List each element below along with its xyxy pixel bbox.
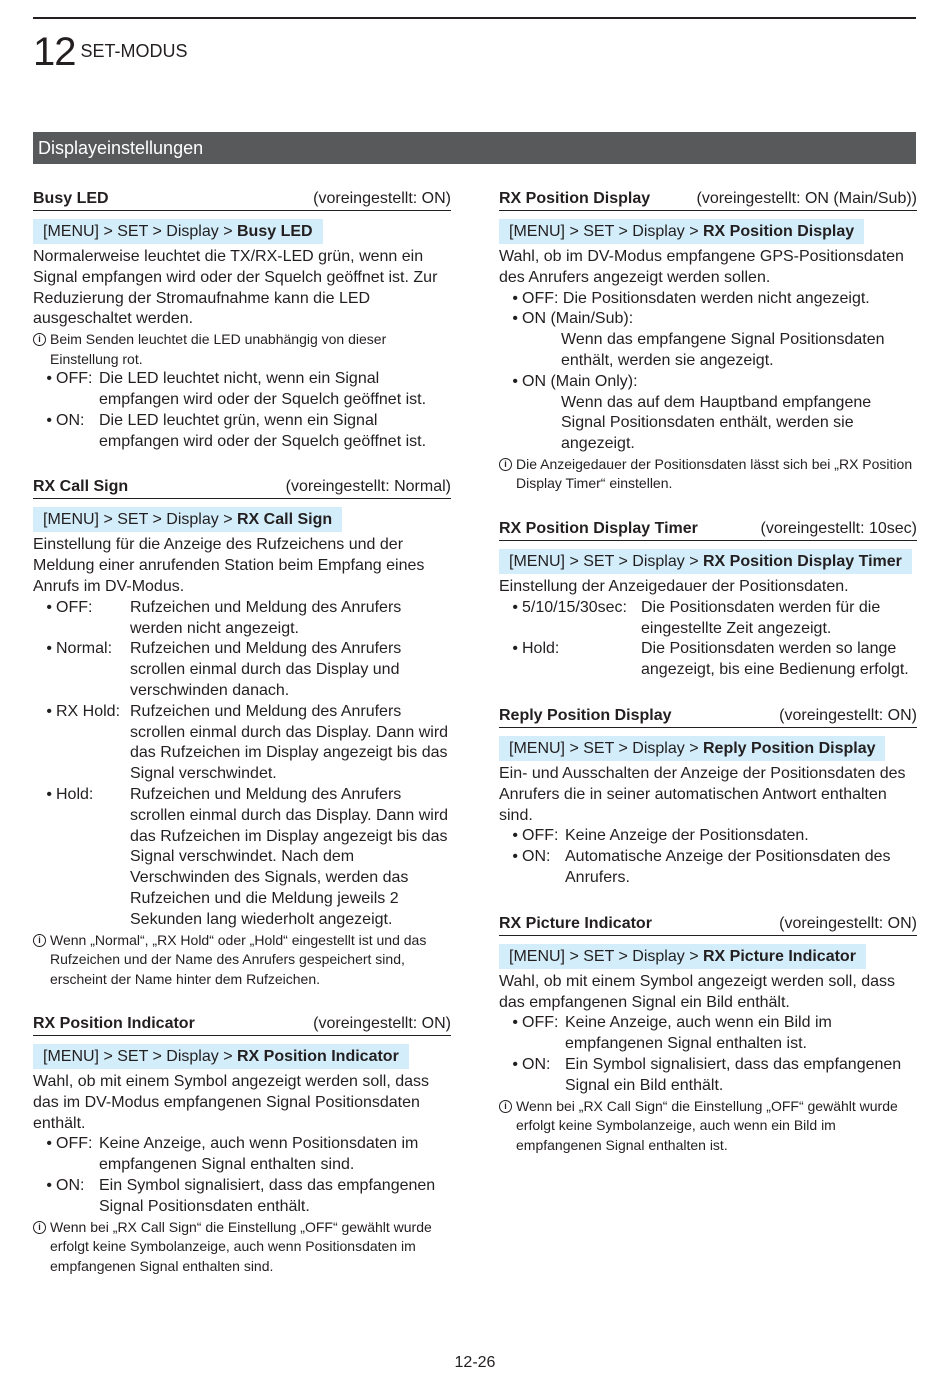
option-key: RX Hold: [56, 702, 121, 720]
option-text: Wenn das empfangene Signal Positionsdaten enthält, werden sie angezeigt. [561, 331, 885, 369]
bullet-icon: • [46, 1135, 52, 1153]
item-title: Reply Position Display [499, 706, 672, 724]
menu-prefix: [MENU] > SET > Display > [43, 223, 237, 240]
item-default: (voreingestellt: ON) [779, 706, 917, 724]
item-heading [499, 913, 917, 936]
bullet-icon: • [512, 1055, 518, 1073]
option-text: Rufzeichen und Meldung des Anrufers werden nicht angezeigt. [130, 598, 402, 637]
rx-call-sign-section [33, 476, 451, 989]
option [33, 598, 451, 640]
menu-path [499, 219, 864, 244]
note-text: Wenn bei „RX Call Sign“ die Einstellung „OFF“ gewählt wurde erfolgt keine Symbolanzeige, auch wenn ein Bild im empfangenen Signal enthalten ist. [516, 1097, 898, 1153]
option-key: ON: [522, 1055, 551, 1073]
item-title: RX Picture Indicator [499, 914, 652, 932]
bullet-icon: • [46, 370, 52, 388]
menu-item: RX Position Indicator [237, 1048, 399, 1066]
item-description: Ein- und Ausschalten der Anzeige der Positionsdaten des Anrufers die in seiner automatischen Antwort enthalten sind. [499, 764, 906, 824]
note [499, 1097, 917, 1156]
menu-item: RX Position Display Timer [703, 552, 902, 570]
option-text: Die LED leuchtet nicht, wenn ein Signal empfangen wird oder der Squelch geöffnet ist. [99, 370, 427, 408]
menu-path [499, 944, 866, 969]
option-key: ON: [56, 1177, 85, 1194]
option-key: Hold: [56, 785, 94, 803]
option [33, 702, 451, 785]
chapter-number: 12 [33, 30, 76, 74]
menu-path [499, 736, 885, 761]
option-text: Rufzeichen und Meldung des Anrufers scrollen einmal durch das Display und verschwinden danach. [130, 640, 402, 699]
option [33, 785, 451, 931]
rx-position-indicator-section [33, 1013, 451, 1276]
option-text: Ein Symbol signalisiert, dass das empfangenen Signal Positionsdaten enthält. [99, 1177, 436, 1215]
bullet-icon: • [512, 598, 518, 616]
info-icon: i [33, 1221, 46, 1234]
option [33, 1176, 451, 1218]
option [33, 369, 451, 411]
option-key: Normal: [56, 640, 113, 658]
option-text: OFF: Die Positionsdaten werden nicht angezeigt. [522, 289, 870, 307]
item-default: (voreingestellt: ON (Main/Sub)) [696, 190, 917, 207]
option-key: OFF: [522, 1014, 559, 1032]
menu-item: RX Call Sign [237, 511, 333, 529]
item-heading [33, 1013, 451, 1036]
note-text: Wenn „Normal“, „RX Hold“ oder „Hold“ eingestellt ist und das Rufzeichen und der Name des Anrufers gespeichert sind, erscheint der Name hinter dem Rufzeichen. [50, 931, 427, 987]
bullet-icon: • [46, 785, 52, 803]
menu-path [499, 549, 912, 574]
menu-prefix: [MENU] > SET > Display > [43, 1048, 237, 1066]
item-default: (voreingestellt: ON) [313, 190, 451, 207]
rx-position-display-timer-section [499, 518, 917, 681]
option-key: 5/10/15/30sec: [522, 598, 627, 616]
item-heading [33, 188, 451, 211]
item-title: Busy LED [33, 190, 109, 207]
left-column [33, 188, 451, 1300]
option-key: OFF: [56, 370, 93, 388]
option-text: Rufzeichen und Meldung des Anrufers scrollen einmal durch das Display. Dann wird das Rufzeichen im Display angezeigt bis das Signal verschwindet. [130, 702, 449, 783]
note [499, 455, 917, 494]
option-key: ON (Main/Sub): [522, 310, 634, 328]
bullet-icon: • [46, 640, 52, 658]
item-default: (voreingestellt: ON) [313, 1015, 451, 1033]
option-text: Die LED leuchtet grün, wenn ein Signal empfangen wird oder der Squelch geöffnet ist. [99, 411, 427, 450]
right-column [499, 188, 917, 1179]
bullet-icon: • [512, 640, 518, 658]
bullet-icon: • [46, 1177, 52, 1194]
item-description: Wahl, ob mit einem Symbol angezeigt werden soll, dass das empfangenen Signal ein Bild enthält. [499, 972, 896, 1011]
option [33, 639, 451, 701]
bullet-icon: • [512, 848, 518, 866]
menu-prefix: [MENU] > SET > Display > [509, 947, 703, 965]
bullet-icon: • [512, 310, 518, 328]
option [499, 639, 917, 681]
option-text: Rufzeichen und Meldung des Anrufers scrollen einmal durch das Display. Dann wird das Rufzeichen im Display angezeigt bis das Signal verschwindet. Nach dem Verschwinden des Signals, werden das Rufzeichen und die Meldung jeweils 2 Sekunden lang wiederholt angezeigt. [130, 785, 449, 928]
note-text: Beim Senden leuchtet die LED unabhängig von dieser Einstellung rot. [50, 331, 387, 367]
item-description: Normalerweise leuchtet die TX/RX-LED grün, wenn ein Signal empfangen wird oder der Squelch geöffnet ist. Zur Reduzierung der Stromaufnahme kann die LED ausgeschaltet werden. [33, 248, 438, 328]
info-icon: i [499, 1100, 512, 1113]
option [499, 826, 917, 847]
note [33, 931, 451, 990]
note-text: Die Anzeigedauer der Positionsdaten lässt sich bei „RX Position Display Timer“ einstellen. [516, 455, 913, 492]
bullet-icon: • [512, 372, 518, 390]
option-key: ON: [56, 411, 85, 429]
bullet-icon: • [46, 411, 52, 429]
menu-item: Busy LED [237, 223, 313, 240]
page-number: 12-26 [454, 1354, 496, 1371]
section-title: Displayeinstellungen [33, 132, 916, 164]
item-heading [33, 476, 451, 499]
busy-led-section [33, 188, 451, 452]
menu-prefix: [MENU] > SET > Display > [509, 739, 703, 757]
info-icon: i [33, 934, 46, 947]
item-title: RX Position Indicator [33, 1015, 195, 1033]
option [499, 1055, 917, 1097]
option-key: Hold: [522, 640, 560, 658]
item-default: (voreingestellt: Normal) [285, 478, 451, 496]
option-key: ON: [522, 848, 551, 866]
item-default: (voreingestellt: 10sec) [760, 519, 917, 537]
option-text: Automatische Anzeige der Positionsdaten des Anrufers. [565, 848, 891, 886]
bullet-icon: • [46, 702, 52, 720]
note [33, 1218, 451, 1277]
bullet-icon: • [512, 1014, 518, 1032]
menu-item: RX Position Display [703, 223, 855, 240]
option [33, 1134, 451, 1176]
option-text: Die Positionsdaten werden für die eingestellte Zeit angezeigt. [641, 598, 881, 637]
item-title: RX Position Display [499, 190, 651, 207]
chapter-header [33, 30, 188, 74]
option [499, 847, 917, 889]
reply-position-display-section [499, 705, 917, 889]
item-description: Einstellung für die Anzeige des Rufzeichens und der Meldung einer anrufenden Station beim Empfang eines Anrufs im DV-Modus. [33, 536, 425, 595]
item-heading [499, 188, 917, 211]
rx-picture-indicator-section [499, 913, 917, 1155]
menu-path [33, 507, 342, 532]
bullet-icon: • [512, 289, 518, 307]
chapter-title: SET-MODUS [80, 41, 188, 61]
bullet-icon: • [46, 598, 52, 616]
item-title: RX Call Sign [33, 478, 129, 496]
rx-position-display-section [499, 188, 917, 494]
option [499, 309, 917, 330]
option-text: Keine Anzeige der Positionsdaten. [565, 827, 809, 845]
option-text: Die Positionsdaten werden so lange angezeigt, bis eine Bedienung erfolgt. [641, 640, 909, 679]
info-icon: i [33, 333, 46, 346]
menu-prefix: [MENU] > SET > Display > [509, 552, 703, 570]
item-heading [499, 518, 917, 541]
option-text: Keine Anzeige, auch wenn ein Bild im empfangenen Signal enthalten ist. [565, 1014, 832, 1053]
item-heading [499, 705, 917, 728]
bullet-icon: • [512, 827, 518, 845]
option [499, 289, 917, 310]
item-title: RX Position Display Timer [499, 519, 698, 537]
note [33, 330, 451, 369]
option-key: OFF: [56, 598, 93, 616]
option-key: ON (Main Only): [522, 372, 638, 390]
option-key: OFF: [56, 1135, 93, 1153]
option [499, 1013, 917, 1055]
menu-item: Reply Position Display [703, 739, 876, 757]
menu-item: RX Picture Indicator [703, 947, 856, 965]
top-rule [33, 17, 916, 19]
item-description: Einstellung der Anzeigedauer der Positionsdaten. [499, 577, 849, 595]
menu-prefix: [MENU] > SET > Display > [509, 223, 703, 240]
item-default: (voreingestellt: ON) [779, 914, 917, 932]
item-description: Wahl, ob mit einem Symbol angezeigt werden soll, dass das im DV-Modus empfangenen Signal Positionsdaten enthält. [33, 1073, 430, 1132]
option [499, 598, 917, 640]
item-description: Wahl, ob im DV-Modus empfangene GPS-Positionsdaten des Anrufers angezeigt werden sollen. [499, 248, 904, 286]
option [33, 411, 451, 453]
menu-prefix: [MENU] > SET > Display > [43, 511, 237, 529]
info-icon: i [499, 458, 512, 471]
note-text: Wenn bei „RX Call Sign“ die Einstellung „OFF“ gewählt wurde erfolgt keine Symbolanzeige, auch wenn Positionsdaten im empfangenen Signal enthalten sind. [50, 1218, 432, 1274]
option [499, 372, 917, 393]
option-text: Keine Anzeige, auch wenn Positionsdaten im empfangenen Signal enthalten sind. [99, 1135, 419, 1174]
menu-path [33, 219, 323, 244]
option-key: OFF: [522, 827, 559, 845]
option-text: Ein Symbol signalisiert, dass das empfangenen Signal ein Bild enthält. [565, 1055, 902, 1094]
option-text: Wenn das auf dem Hauptband empfangene Signal Positionsdaten enthält, werden sie angezeigt. [561, 393, 872, 453]
menu-path [33, 1044, 409, 1069]
